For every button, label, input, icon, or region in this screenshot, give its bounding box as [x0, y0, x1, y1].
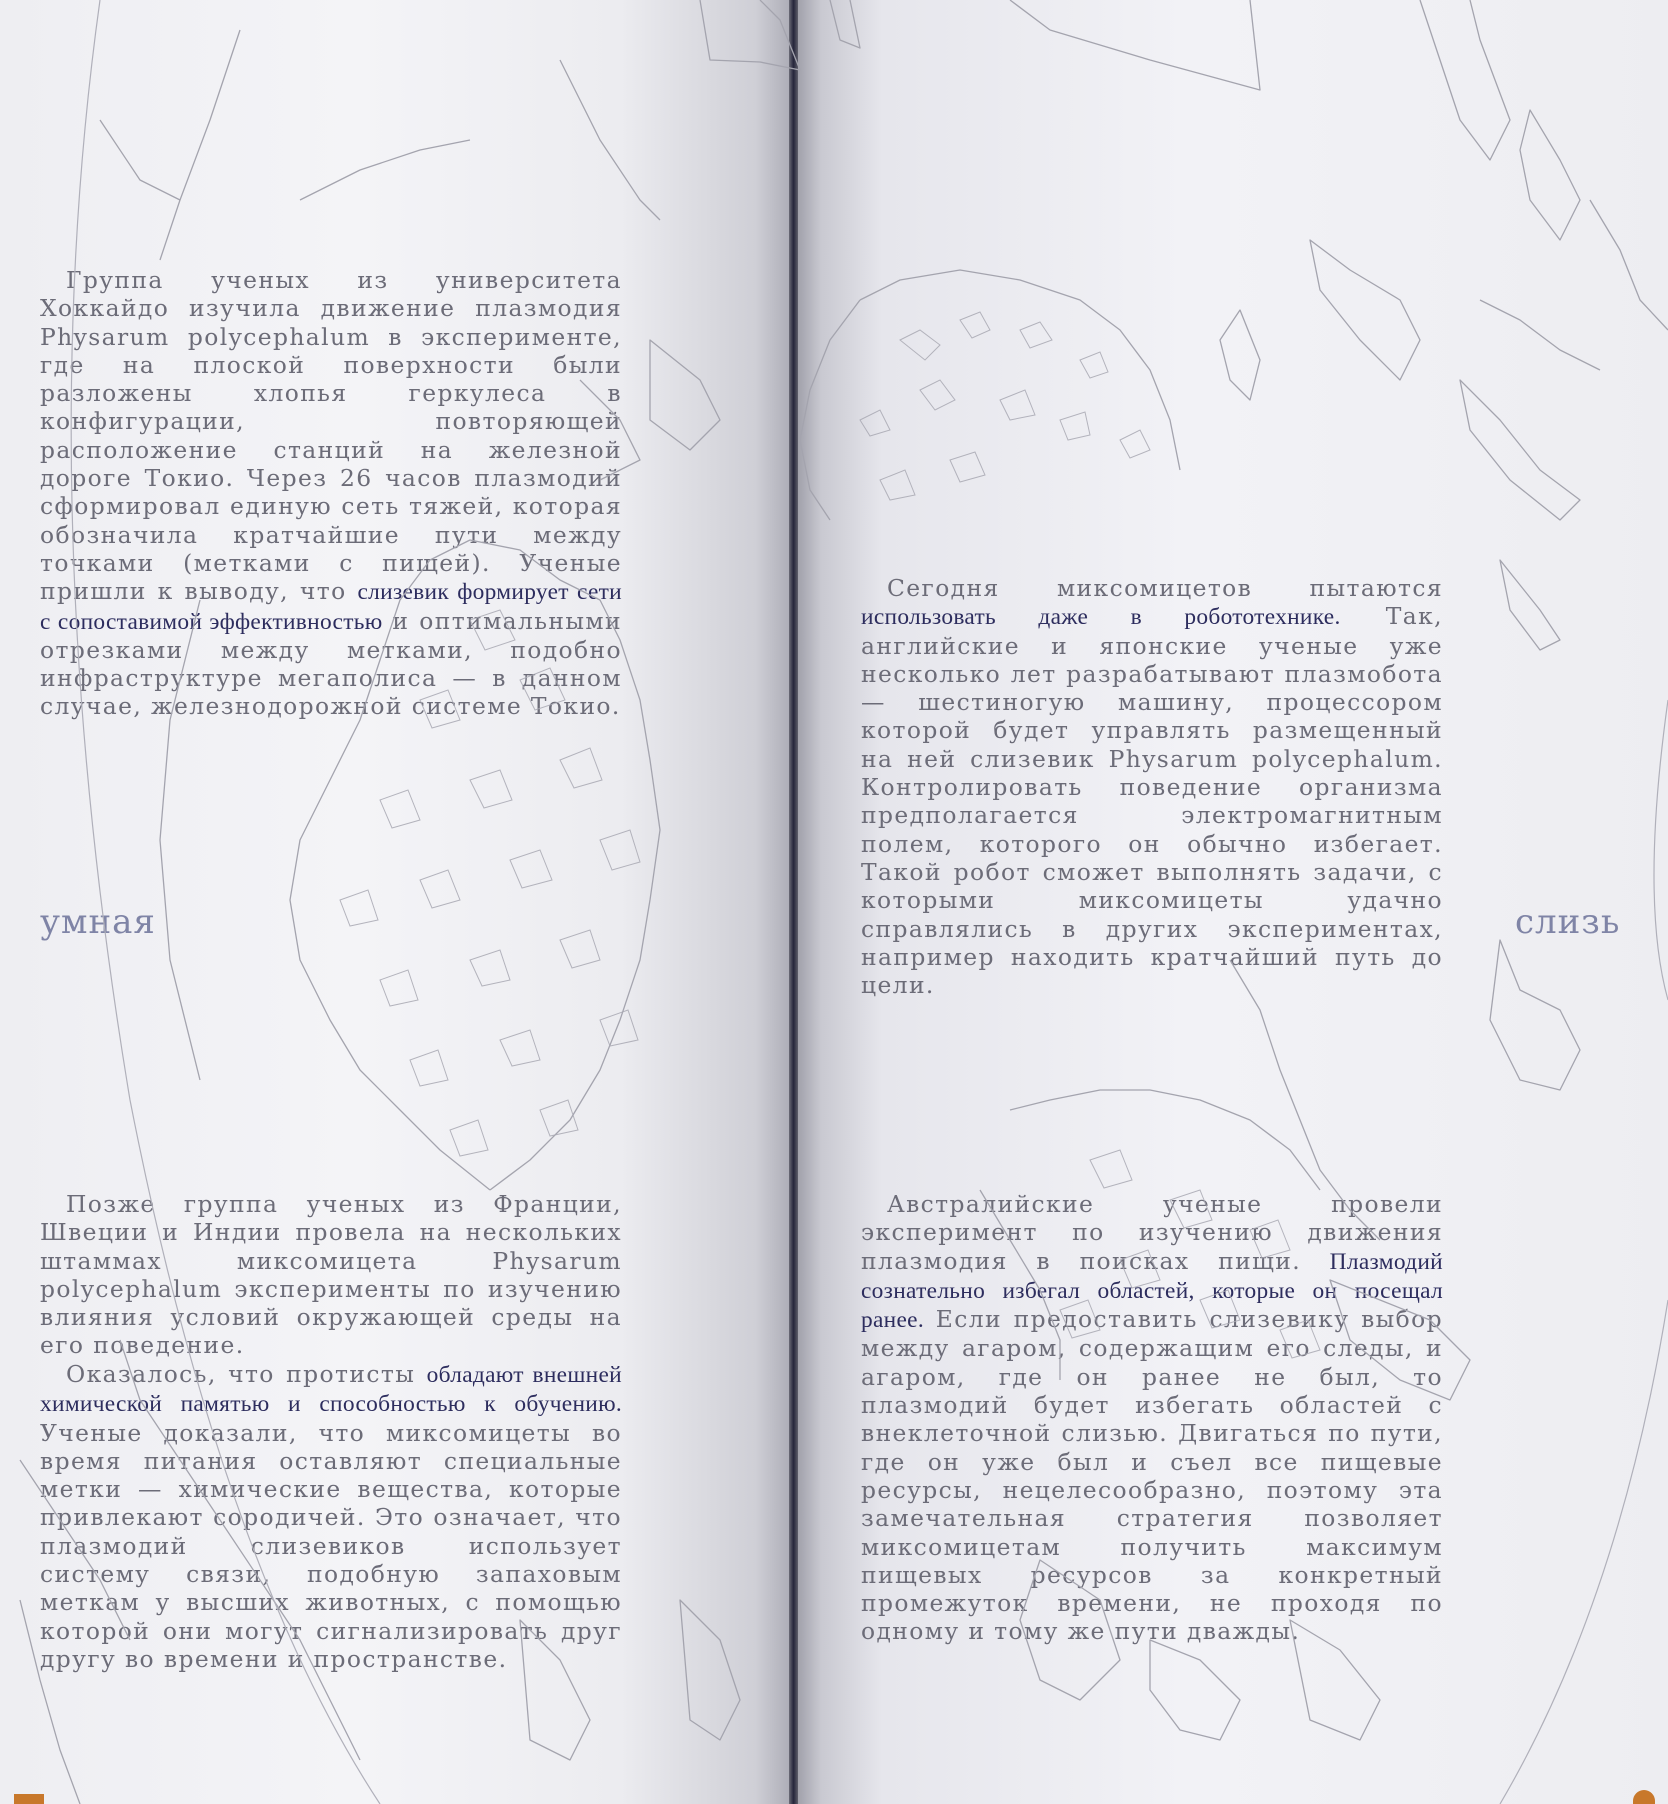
orange-corner-mark-right	[1633, 1790, 1655, 1804]
orange-corner-mark-left	[14, 1794, 44, 1804]
paragraph-chemical-memory: Оказалось, что протисты обладают внешней химической памятью и способностью к обучению. Ученые доказали, что миксомицеты во время питания оставляют специальные метки — химические вещества, которые привлекают сородичей. Это означает, что плазмодий слизевиков использует систему связи, подобную запаховым меткам у высших животных, с помощью которой они могут сигнализировать друг другу во времени и пространстве.	[40, 1360, 622, 1673]
heading-word-right: слизь	[1515, 902, 1621, 942]
paragraph-avoidance: Австралийские ученые провели эксперимент по изучению движения плазмодия в поисках пищи. Плазмодий сознательно избегал областей, которые он посещал ранее. Если предоставить слизевику выбор между агаром, содержащим его следы, и агаром, где он ранее не был, то плазмодий будет избегать областей с внеклеточной слизью. Двигаться по пути, где он уже был и съел все пищевые ресурсы, нецелесообразно, поэтому эта замечательная стратегия позволяет миксомицетам получить максимум пищевых ресурсов за конкретный промежуток времени, не проходя по одному и тому же пути дважды.	[861, 1190, 1443, 1646]
book-spine	[789, 0, 798, 1804]
highlight-chemical-memory: обладают внешней химической памятью и способностью к обучению.	[40, 1362, 622, 1418]
right-page	[795, 0, 1668, 1804]
left-page	[0, 0, 795, 1804]
paragraph-environment-study: Позже группа ученых из Франции, Швеции и Индии провела на нескольких штаммах миксомицета Physarum polycephalum эксперименты по изучению влияния условий окружающей среды на его поведение.	[40, 1190, 622, 1360]
highlight-robotics: использовать даже в робототехнике.	[861, 604, 1341, 631]
highlight-avoidance: Плазмодий сознательно избегал областей, которые он посещал ранее.	[861, 1248, 1443, 1334]
paragraph-robotics: Сегодня миксомицетов пытаются использовать даже в робототехнике. Так, английские и японские ученые уже несколько лет разрабатывают плазмобота — шестиногую машину, процессором которой будет управлять размещенный на ней слизевик Physarum polycephalum. Контролировать поведение организма предполагается электромагнитным полем, которого он обычно избегает. Такой робот сможет выполнять задачи, с которыми миксомицеты удачно справлялись в других экспериментах, например находить кратчайший путь до цели.	[861, 574, 1443, 1000]
paragraph-hokkaido-experiment: Группа ученых из университета Хоккайдо изучила движение плазмодия Physarum polycephalum в эксперименте, где на плоской поверхности были разложены хлопья геркулеса в конфигурации, повторяющей расположение станций на железной дороге Токио. Через 26 часов плазмодий сформировал единую сеть тяжей, которая обозначила кратчайшие пути между точками (метками с пищей). Ученые пришли к выводу, что слизевик формирует сети с сопоставимой эффективностью и оптимальными отрезками между метками, подобно инфраструктуре мегаполиса — в данном случае, железнодорожной системе Токио.	[40, 266, 623, 721]
heading-word-left: умная	[40, 902, 156, 942]
highlight-network-efficiency: слизевик формирует сети с сопоставимой эффективностью	[40, 579, 622, 635]
